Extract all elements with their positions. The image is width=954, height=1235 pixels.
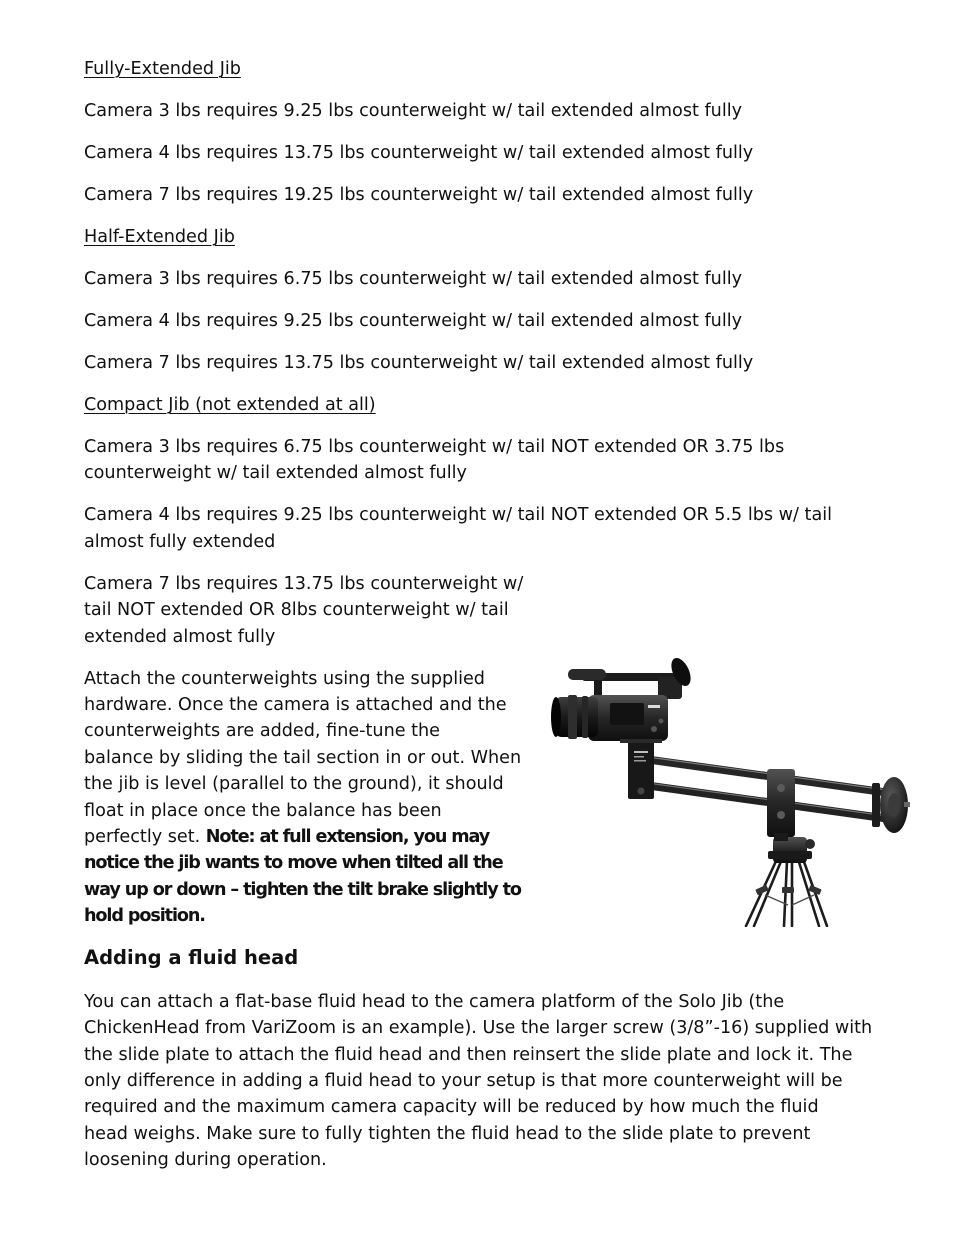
- camcorder: [551, 655, 695, 743]
- compact-item-line: extended almost fully: [84, 626, 276, 647]
- fluid-head-line: ChickenHead from VariZoom is an example). Use the larger screw (3/8”-16) supplied with: [84, 1018, 873, 1039]
- fluid-head-line: head weighs. Make sure to fully tighten the fluid head to the slide plate to prevent: [84, 1123, 811, 1144]
- compact-item-line: Camera 4 lbs requires 9.25 lbs counterweight w/ tail NOT extended OR 5.5 lbs w/ tail: [84, 505, 833, 526]
- fluid-head-line: the slide plate to attach the fluid head and then reinsert the slide plate and lock it. The: [84, 1044, 853, 1065]
- camera-riser: [628, 739, 654, 799]
- compact-item: [84, 502, 914, 555]
- fully-extended-item: Camera 3 lbs requires 9.25 lbs counterweight w/ tail extended almost fully: [84, 101, 743, 121]
- compact-item-line: almost fully extended: [84, 531, 276, 552]
- fully-extended-item: Camera 4 lbs requires 13.75 lbs counterweight w/ tail extended almost fully: [84, 143, 754, 163]
- compact-item-line: Camera 3 lbs requires 6.75 lbs counterweight w/ tail NOT extended OR 3.75 lbs: [84, 437, 785, 457]
- fully-extended-item: Camera 7 lbs requires 19.25 lbs counterweight w/ tail extended almost fully: [84, 185, 754, 205]
- balance-line: the jib is level (parallel to the ground), it should: [84, 774, 504, 795]
- balance-line: Attach the counterweights using the supplied: [84, 668, 485, 689]
- fluid-head-line: required and the maximum camera capacity will be reduced by how much the fluid: [84, 1097, 819, 1118]
- balance-note-line: notice the jib wants to move when tilted all the: [84, 853, 503, 874]
- balance-line: counterweights are added, fine-tune the: [84, 721, 441, 742]
- counterweight: [880, 777, 910, 833]
- half-extended-item: Camera 7 lbs requires 13.75 lbs counterweight w/ tail extended almost fully: [84, 353, 754, 373]
- fully-extended-heading: Fully-Extended Jib: [84, 59, 241, 79]
- balance-line: hardware. Once the camera is attached and the: [84, 695, 507, 716]
- fluid-head-line: loosening during operation.: [84, 1150, 327, 1171]
- half-extended-heading: Half-Extended Jib: [84, 227, 235, 247]
- balance-line: float in place once the balance has been: [84, 800, 442, 821]
- fluid-head-heading: Adding a fluid head: [84, 946, 299, 970]
- compact-item: [84, 571, 914, 650]
- fluid-head-line: only difference in adding a fluid head to your setup is that more counterweight will be: [84, 1070, 843, 1091]
- compact-item-line: tail NOT extended OR 8lbs counterweight w/ tail: [84, 600, 509, 621]
- balance-line: balance by sliding the tail section in or out. When: [84, 747, 522, 768]
- balance-note: Note: at full extension, you may: [205, 827, 490, 848]
- balance-note-line: way up or down – tighten the tilt brake slightly to: [84, 879, 521, 900]
- balance-text: perfectly set.: [84, 827, 206, 848]
- tripod: [746, 837, 827, 926]
- pivot-bracket: [767, 769, 795, 841]
- half-extended-item: Camera 4 lbs requires 9.25 lbs counterweight w/ tail extended almost fully: [84, 311, 743, 331]
- fluid-head-paragraph: [84, 989, 914, 1174]
- jib-camera-photo: [548, 655, 914, 927]
- compact-item-line: counterweight w/ tail extended almost fully: [84, 463, 467, 484]
- half-extended-item: Camera 3 lbs requires 6.75 lbs counterweight w/ tail extended almost fully: [84, 269, 743, 289]
- balance-note-line: hold position.: [84, 906, 205, 927]
- fluid-head-line: You can attach a flat-base fluid head to the camera platform of the Solo Jib (the: [84, 991, 785, 1012]
- compact-item-line: Camera 7 lbs requires 13.75 lbs counterweight w/: [84, 573, 524, 594]
- compact-item: [84, 434, 914, 487]
- document-body: [84, 56, 914, 1189]
- compact-heading: Compact Jib (not extended at all): [84, 395, 376, 415]
